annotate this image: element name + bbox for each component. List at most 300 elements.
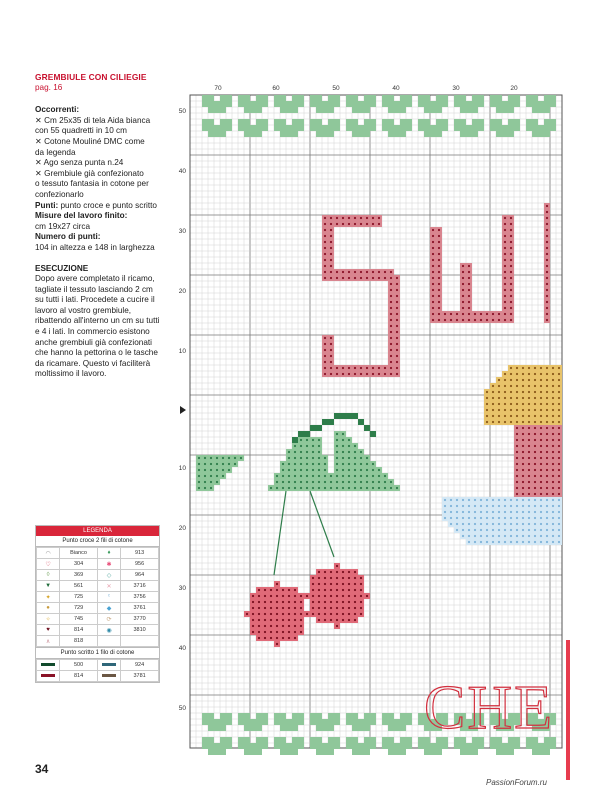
blue-stripe-cell-symbol (450, 505, 452, 507)
letter-w-cell-symbol (504, 277, 506, 279)
heart-border-cell (328, 95, 334, 101)
heart-border-cell (538, 743, 544, 749)
heart-border-cell (514, 95, 520, 101)
blue-stripe-cell-symbol (516, 505, 518, 507)
letter-w-cell-symbol (462, 313, 464, 315)
blue-stripe-cell-symbol (534, 523, 536, 525)
letter-s-cell-symbol (396, 319, 398, 321)
leaf-cell-symbol (198, 475, 200, 477)
blue-stripe-cell-symbol (462, 529, 464, 531)
heart-border-cell (280, 737, 286, 743)
blue-stripe-cell-symbol (450, 511, 452, 513)
heart-border-cell (328, 131, 334, 137)
cone-cell-symbol (522, 367, 524, 369)
leaf-cell-symbol (204, 475, 206, 477)
heart-border-cell (436, 95, 442, 101)
cherry-left-cell-symbol (252, 625, 254, 627)
blue-stripe-cell-symbol (492, 499, 494, 501)
cone-cell-symbol (540, 385, 542, 387)
letter-edge-cell-symbol (546, 253, 548, 255)
blue-stripe-cell-symbol (474, 529, 476, 531)
letter-w-cell-symbol (438, 229, 440, 231)
cherry-left-cell-symbol (306, 613, 308, 615)
heart-border-cell (514, 101, 520, 107)
letter-w-cell-symbol (504, 307, 506, 309)
heart-border-cell (364, 749, 370, 755)
letter-s-cell-symbol (396, 373, 398, 375)
heart-border-cell (226, 713, 232, 719)
heart-border-cell (334, 119, 340, 125)
leaf-cell-symbol (360, 451, 362, 453)
letter-s-cell-symbol (372, 271, 374, 273)
heart-border-cell (508, 125, 514, 131)
heart-border-cell (226, 95, 232, 101)
heart-border-cell (502, 749, 508, 755)
blue-stripe-cell-symbol (504, 517, 506, 519)
letter-w-cell-symbol (468, 319, 470, 321)
blue-stripe-cell-symbol (558, 529, 560, 531)
cherry-left-cell-symbol (294, 607, 296, 609)
blue-stripe-cell-symbol (504, 529, 506, 531)
heart-border-cell (544, 101, 550, 107)
letter-w-cell-symbol (510, 241, 512, 243)
cross-stitch-title: Punto croce 2 fili di cotone (36, 536, 159, 547)
scoop-cell-symbol (558, 457, 560, 459)
cone-cell-symbol (486, 403, 488, 405)
letter-s-cell-symbol (396, 307, 398, 309)
scoop-cell-symbol (516, 457, 518, 459)
letter-w-cell-symbol (510, 277, 512, 279)
legend-code: 3756 (121, 592, 159, 603)
letter-w-cell-symbol (438, 319, 440, 321)
leaf-cell-symbol (354, 475, 356, 477)
legend-code: 913 (121, 548, 159, 559)
cherry-right-cell-symbol (336, 613, 338, 615)
leaf-cell-symbol (312, 475, 314, 477)
legend-symbol: ♥ (37, 625, 60, 636)
letter-w-cell-symbol (510, 265, 512, 267)
letter-s-cell-symbol (354, 367, 356, 369)
heart-border-cell (292, 95, 298, 101)
blue-stripe-cell-symbol (498, 541, 500, 543)
heart-border-cell (436, 101, 442, 107)
heart-border-cell (334, 719, 340, 725)
legend-code: 3716 (121, 581, 159, 592)
legend-symbol: ⟳ (97, 614, 120, 625)
letter-s-cell-symbol (396, 361, 398, 363)
center-arrow (180, 406, 186, 414)
heart-border-cell (544, 119, 550, 125)
cherry-right-cell-symbol (336, 619, 338, 621)
blue-stripe-cell-symbol (558, 499, 560, 501)
heart-border-cell (442, 119, 448, 125)
letter-s-cell-symbol (378, 373, 380, 375)
leaf-cell-symbol (342, 445, 344, 447)
letter-w-cell-symbol (432, 313, 434, 315)
cherry-left-cell-symbol (294, 619, 296, 621)
cherry-right-cell-symbol (348, 607, 350, 609)
cone-cell-symbol (534, 403, 536, 405)
leaf-cell-symbol (348, 445, 350, 447)
leaf-cell-symbol (228, 469, 230, 471)
blue-stripe-cell-symbol (516, 499, 518, 501)
heart-border-cell (310, 95, 316, 101)
heart-border-cell (364, 725, 370, 731)
blue-stripe-cell-symbol (504, 535, 506, 537)
cone-cell-symbol (534, 373, 536, 375)
letter-s-cell-symbol (390, 361, 392, 363)
scoop-cell-symbol (546, 493, 548, 495)
cherry-left-cell-symbol (300, 619, 302, 621)
cherry-right-cell-symbol (330, 583, 332, 585)
cherry-left-cell-symbol (300, 601, 302, 603)
heart-border-cell (370, 713, 376, 719)
cherry-left-cell-symbol (258, 625, 260, 627)
letter-w-cell-symbol (510, 319, 512, 321)
leaf-cell-symbol (348, 469, 350, 471)
cone-cell-symbol (516, 409, 518, 411)
heart-border-cell (466, 743, 472, 749)
heart-border-cell (274, 125, 280, 131)
heart-border-cell (208, 725, 214, 731)
cherry-left-cell-symbol (288, 595, 290, 597)
letter-w-cell-symbol (438, 313, 440, 315)
letter-edge-cell-symbol (546, 229, 548, 231)
letter-s-cell-symbol (372, 277, 374, 279)
heart-border-cell (430, 749, 436, 755)
heart-border-cell (466, 749, 472, 755)
heart-border-cell (538, 107, 544, 113)
heart-border-cell (322, 131, 328, 137)
cherry-right-cell-symbol (366, 595, 368, 597)
cherry-right-cell-symbol (348, 583, 350, 585)
cherry-left-cell-symbol (276, 583, 278, 585)
leaf-cell-symbol (366, 469, 368, 471)
letter-w-cell-symbol (462, 265, 464, 267)
blue-stripe-cell-symbol (552, 541, 554, 543)
heart-border-cell (358, 101, 364, 107)
heart-border-cell (532, 95, 538, 101)
heart-border-cell (502, 101, 508, 107)
letter-s-cell-symbol (366, 277, 368, 279)
leaf-cell-symbol (354, 469, 356, 471)
heart-border-cell (544, 131, 550, 137)
heart-border-cell (214, 131, 220, 137)
legend-code: 561 (60, 581, 98, 592)
leaf-cell-symbol (312, 445, 314, 447)
leaf-cell-symbol (342, 481, 344, 483)
cherry-left-cell-symbol (288, 637, 290, 639)
letter-w-cell-symbol (468, 271, 470, 273)
heart-border-cell (460, 95, 466, 101)
heart-border-cell (394, 101, 400, 107)
heart-border-cell (250, 743, 256, 749)
heart-border-cell (310, 119, 316, 125)
legend-symbol: ◠ (37, 548, 60, 559)
heart-border-cell (346, 737, 352, 743)
cherry-right-cell-symbol (312, 583, 314, 585)
cherry-right-cell-symbol (354, 619, 356, 621)
heart-border-cell (346, 713, 352, 719)
heart-border-cell (286, 131, 292, 137)
blue-stripe-cell-symbol (468, 535, 470, 537)
blue-stripe-cell-symbol (510, 523, 512, 525)
cherry-right-cell-symbol (354, 595, 356, 597)
legend-symbol: ♡ (37, 559, 60, 570)
legend-code: 3770 (121, 614, 159, 625)
cone-cell-symbol (540, 409, 542, 411)
cherry-left-cell-symbol (276, 625, 278, 627)
cone-cell-symbol (528, 373, 530, 375)
heart-border-cell (364, 95, 370, 101)
blue-stripe-cell-symbol (510, 505, 512, 507)
occorrenti-item: ✕ Cm 25x35 di tela Aida bianca (35, 115, 151, 125)
cherry-right-cell-symbol (342, 601, 344, 603)
heart-border-cell (526, 125, 532, 131)
heart-border-cell (352, 131, 358, 137)
occorrenti-item: con 55 quadretti in 10 cm (35, 126, 127, 136)
heart-border-cell (382, 119, 388, 125)
leaf-cell-symbol (318, 457, 320, 459)
blue-stripe-cell-symbol (504, 541, 506, 543)
letter-s-cell-symbol (384, 271, 386, 273)
letter-w-cell-symbol (504, 217, 506, 219)
letter-s-cell-symbol (324, 337, 326, 339)
heart-border-cell (544, 95, 550, 101)
cone-cell-symbol (552, 367, 554, 369)
blue-stripe-cell-symbol (456, 499, 458, 501)
cherry-right-cell-symbol (342, 577, 344, 579)
cherry-left-cell-symbol (270, 601, 272, 603)
heart-border-cell (550, 101, 556, 107)
cherry-right-cell-symbol (360, 583, 362, 585)
letter-s-cell-symbol (330, 367, 332, 369)
legend-code: 814 (60, 625, 98, 636)
letter-s-cell-symbol (348, 223, 350, 225)
leaf-cell-symbol (324, 457, 326, 459)
cherry-left-cell-symbol (276, 643, 278, 645)
letter-w-cell-symbol (504, 223, 506, 225)
cherry-right-cell-symbol (318, 613, 320, 615)
blue-stripe-cell-symbol (480, 523, 482, 525)
scoop-cell-symbol (528, 433, 530, 435)
cherry-right-cell-symbol (336, 589, 338, 591)
heart-border-cell (202, 101, 208, 107)
leaf-cell-symbol (294, 451, 296, 453)
leaf-cell-symbol (336, 469, 338, 471)
heart-border-cell (406, 101, 412, 107)
cherry-left-cell-symbol (252, 607, 254, 609)
heart-border-cell (406, 125, 412, 131)
heart-border-cell (424, 743, 430, 749)
letter-w-cell-symbol (438, 289, 440, 291)
heart-border-cell (370, 95, 376, 101)
leaf-cell-symbol (228, 457, 230, 459)
heart-border-cell (496, 749, 502, 755)
leaf-cell-symbol (288, 469, 290, 471)
cone-cell-symbol (558, 403, 560, 405)
blue-stripe-cell-symbol (492, 517, 494, 519)
heart-border-cell (526, 743, 532, 749)
heart-border-cell (430, 131, 436, 137)
scoop-cell-symbol (540, 451, 542, 453)
heart-border-cell (214, 101, 220, 107)
left-axis-label: 20 (178, 525, 186, 532)
heart-border-cell (394, 719, 400, 725)
blue-stripe-cell-symbol (486, 499, 488, 501)
letter-w-cell-symbol (462, 307, 464, 309)
heart-border-cell (226, 737, 232, 743)
letter-s-cell-symbol (324, 361, 326, 363)
letter-w-cell-symbol (444, 313, 446, 315)
scoop-cell-symbol (534, 439, 536, 441)
heart-border-cell (406, 719, 412, 725)
letter-w-cell-symbol (438, 253, 440, 255)
occorrenti-item: ✕ Cotone Mouliné DMC come (35, 136, 145, 146)
cherry-right-cell-symbol (324, 607, 326, 609)
heart-border-cell (238, 101, 244, 107)
stem-cell (334, 413, 340, 419)
heart-border-cell (388, 95, 394, 101)
heart-border-cell (358, 725, 364, 731)
heart-border-cell (370, 743, 376, 749)
heart-border-cell (400, 743, 406, 749)
letter-edge-cell-symbol (546, 205, 548, 207)
leaf-cell-symbol (300, 439, 302, 441)
cherry-right-cell-symbol (354, 607, 356, 609)
heart-border-cell (388, 125, 394, 131)
heart-border-cell (424, 119, 430, 125)
heart-border-cell (244, 131, 250, 137)
heart-border-cell (316, 725, 322, 731)
heart-border-cell (364, 743, 370, 749)
leaf-cell-symbol (204, 481, 206, 483)
heart-border-cell (316, 749, 322, 755)
cherry-left-cell-symbol (282, 631, 284, 633)
heart-border-cell (352, 725, 358, 731)
cone-cell-symbol (546, 373, 548, 375)
heart-border-cell (328, 749, 334, 755)
letter-s-cell-symbol (330, 373, 332, 375)
heart-border-cell (430, 101, 436, 107)
heart-border-cell (526, 95, 532, 101)
leaf-cell-symbol (318, 439, 320, 441)
heart-border-cell (352, 749, 358, 755)
blue-stripe-cell-symbol (468, 511, 470, 513)
occorrenti-label: Occorrenti: (35, 105, 80, 115)
scoop-cell-symbol (534, 475, 536, 477)
cherry-left-cell-symbol (282, 607, 284, 609)
heart-border-cell (508, 749, 514, 755)
cone-cell-symbol (516, 403, 518, 405)
scoop-cell-symbol (552, 451, 554, 453)
legend-symbol: ∧ (37, 636, 60, 647)
letter-edge-cell-symbol (546, 271, 548, 273)
legend-code: 924 (121, 660, 159, 671)
cherry-right-cell-symbol (318, 607, 320, 609)
letter-s-cell-symbol (342, 271, 344, 273)
letter-s-cell-symbol (390, 313, 392, 315)
heart-border-cell (256, 737, 262, 743)
heart-border-cell (322, 743, 328, 749)
heart-border-cell (400, 737, 406, 743)
letter-s-cell-symbol (390, 307, 392, 309)
cone-cell-symbol (510, 403, 512, 405)
cherry-left-cell-symbol (276, 595, 278, 597)
cherry-left-cell-symbol (264, 625, 266, 627)
letter-s-cell-symbol (390, 271, 392, 273)
cherry-right-cell-symbol (324, 619, 326, 621)
blue-stripe-cell-symbol (540, 529, 542, 531)
letter-w-cell-symbol (510, 229, 512, 231)
letter-s-cell-symbol (342, 217, 344, 219)
heart-border-cell (250, 101, 256, 107)
letter-w-cell-symbol (438, 307, 440, 309)
heart-border-cell (358, 107, 364, 113)
legend-symbol: ✦ (37, 592, 60, 603)
cone-cell-symbol (516, 373, 518, 375)
heart-border-cell (406, 119, 412, 125)
backstitch-title: Punto scritto 1 filo di cotone (36, 647, 159, 659)
blue-stripe-cell-symbol (522, 517, 524, 519)
heart-border-cell (472, 743, 478, 749)
heart-border-cell (418, 95, 424, 101)
blue-stripe-cell-symbol (468, 529, 470, 531)
heart-border-cell (424, 125, 430, 131)
letter-w-cell-symbol (504, 265, 506, 267)
heart-border-cell (544, 125, 550, 131)
cone-cell-symbol (540, 397, 542, 399)
leaf-cell-symbol (336, 487, 338, 489)
heart-border-cell (532, 119, 538, 125)
letter-s-cell-symbol (324, 235, 326, 237)
letter-w-cell-symbol (438, 271, 440, 273)
heart-border-cell (328, 119, 334, 125)
leaf-cell-symbol (348, 475, 350, 477)
blue-stripe-cell-symbol (492, 511, 494, 513)
cherry-left-cell-symbol (294, 631, 296, 633)
heart-border-cell (382, 737, 388, 743)
blue-stripe-cell-symbol (558, 523, 560, 525)
cone-cell-symbol (558, 415, 560, 417)
letter-w-cell-symbol (432, 307, 434, 309)
scoop-cell-symbol (546, 445, 548, 447)
heart-border-cell (400, 107, 406, 113)
occorrenti-item: o tessuto fantasia in cotone per (35, 179, 149, 189)
cherry-right-cell-symbol (318, 595, 320, 597)
scoop-cell-symbol (528, 481, 530, 483)
heart-border-cell (334, 95, 340, 101)
scoop-cell-symbol (558, 439, 560, 441)
letter-s-cell-symbol (390, 319, 392, 321)
heart-border-cell (286, 125, 292, 131)
heart-border-cell (472, 131, 478, 137)
cherry-right-cell-symbol (336, 565, 338, 567)
scoop-cell-symbol (528, 469, 530, 471)
letter-edge-cell-symbol (546, 289, 548, 291)
left-axis-label: 10 (178, 465, 186, 472)
cone-cell-symbol (522, 379, 524, 381)
cone-cell-symbol (534, 385, 536, 387)
letter-w-cell-symbol (504, 283, 506, 285)
letter-w-cell-symbol (432, 283, 434, 285)
blue-stripe-cell-symbol (522, 535, 524, 537)
letter-s-cell-symbol (360, 223, 362, 225)
letter-s-cell-symbol (336, 277, 338, 279)
letter-s-cell-symbol (372, 217, 374, 219)
heart-border-cell (292, 713, 298, 719)
cone-cell-symbol (516, 415, 518, 417)
